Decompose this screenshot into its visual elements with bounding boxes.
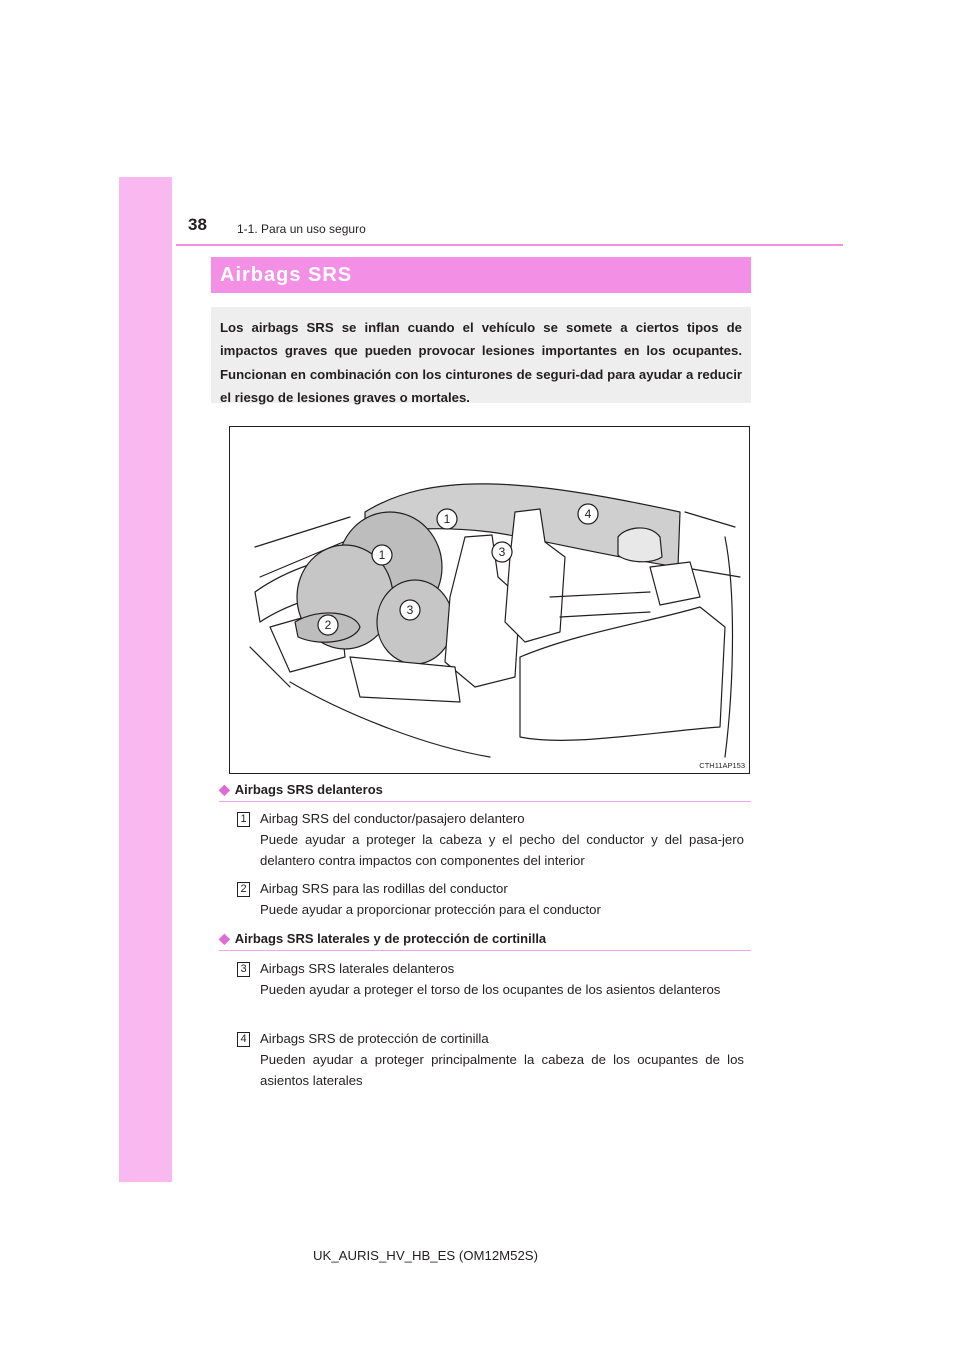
item-number-box: 1 xyxy=(237,812,250,827)
item-description: Puede ayudar a proporcionar protección para el conductor xyxy=(260,902,601,917)
car-interior-drawing xyxy=(230,427,749,773)
page-title: Airbags SRS xyxy=(220,264,353,286)
intro-box: Los airbags SRS se inflan cuando el vehículo se somete a ciertos tipos de impactos graves que pueden provocar lesiones importantes en los ocupantes. Funcionan en combinación con los cinturones de seguri-dad para ayudar a reducir el riesgo de lesiones graves o mortales. xyxy=(211,307,751,403)
callout-label: 4 xyxy=(584,507,592,521)
subheading-front-airbags: ◆ Airbags SRS delanteros xyxy=(219,781,383,797)
item-description: Pueden ayudar a proteger principalmente la cabeza de los ocupantes de los asientos laterales xyxy=(260,1052,744,1088)
subheading-rule xyxy=(219,950,751,951)
item-number-box: 2 xyxy=(237,882,250,897)
callout-label: 3 xyxy=(406,603,414,617)
item-title: Airbag SRS del conductor/pasajero delantero xyxy=(260,811,525,826)
page-number: 38 xyxy=(188,215,207,234)
section-title: 1-1. Para un uso seguro xyxy=(237,222,366,236)
header-rule xyxy=(176,244,843,246)
list-item xyxy=(260,1028,744,1091)
item-title: Airbags SRS de protección de cortinilla xyxy=(260,1031,489,1046)
list-item xyxy=(260,878,744,920)
list-item xyxy=(260,958,744,1000)
item-title: Airbag SRS para las rodillas del conductor xyxy=(260,881,508,896)
subheading-rule xyxy=(219,801,751,802)
item-title: Airbags SRS laterales delanteros xyxy=(260,961,455,976)
figure-code: CTH11AP153 xyxy=(699,761,745,770)
diamond-icon: ◆ xyxy=(219,930,230,946)
subheading-side-curtain-airbags: ◆ Airbags SRS laterales y de protección de cortinilla xyxy=(219,930,547,946)
item-number-box: 3 xyxy=(237,962,250,977)
diamond-icon: ◆ xyxy=(219,781,230,797)
list-item xyxy=(260,808,744,871)
item-description: Puede ayudar a proteger la cabeza y el pecho del conductor y del pasa-jero delantero contra impactos con componentes del interior xyxy=(260,832,744,868)
callout-label: 3 xyxy=(498,545,506,559)
document-code: UK_AURIS_HV_HB_ES (OM12M52S) xyxy=(313,1248,538,1263)
callout-label: 2 xyxy=(324,618,332,632)
title-banner xyxy=(211,257,751,293)
sidebar-tab xyxy=(119,177,172,1182)
item-number-box: 4 xyxy=(237,1032,250,1047)
airbag-illustration xyxy=(229,426,750,774)
item-description: Pueden ayudar a proteger el torso de los ocupantes de los asientos delanteros xyxy=(260,982,721,997)
callout-label: 1 xyxy=(443,512,451,526)
callout-label: 1 xyxy=(378,548,386,562)
